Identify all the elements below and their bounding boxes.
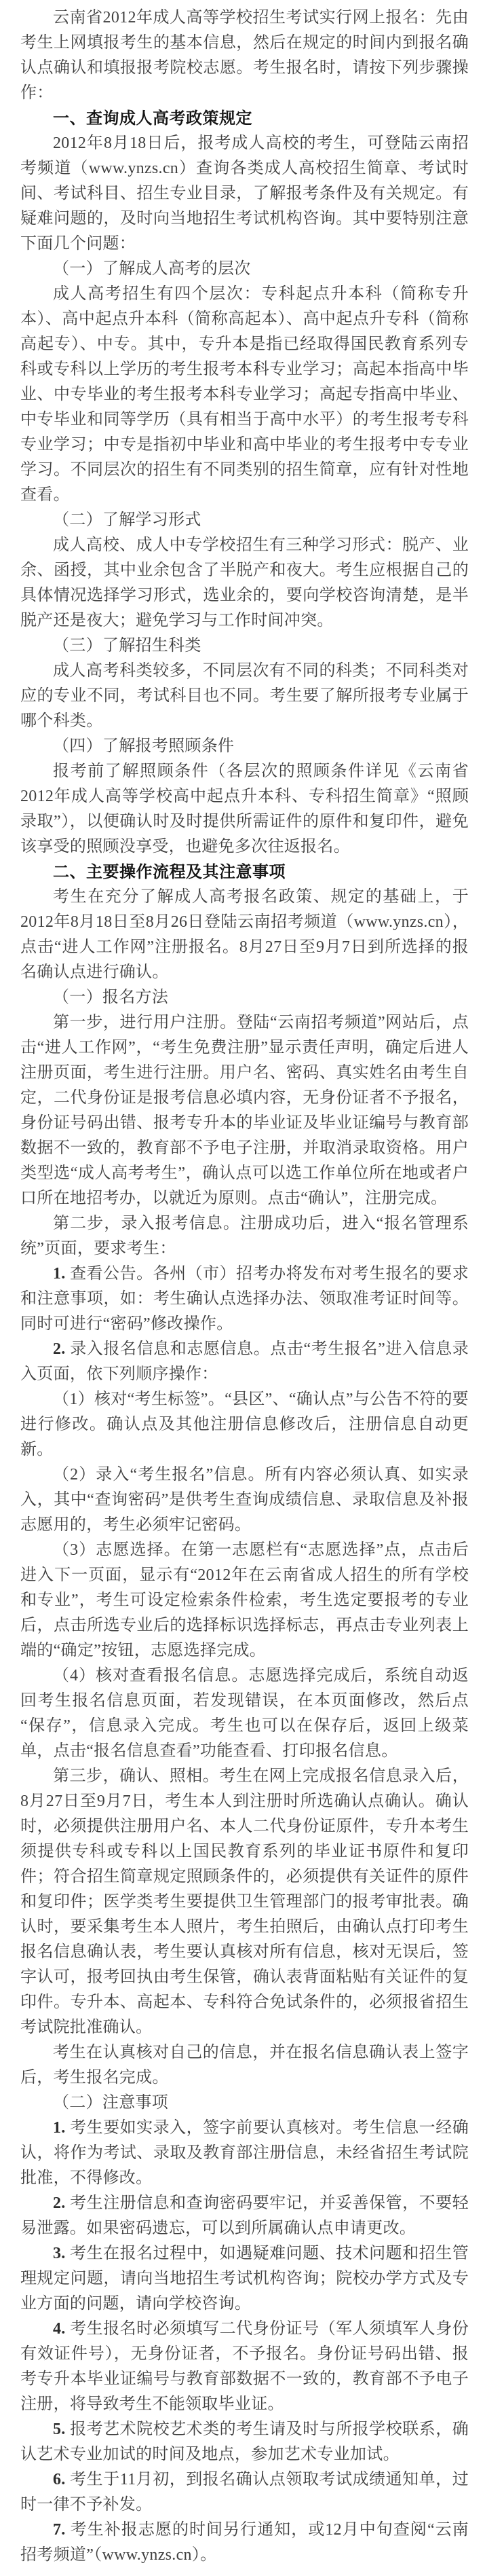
paragraph: 第三步，确认、照相。考生在网上完成报名信息录入后，8月27日至9月7日，考生本人到注册时所选确认点确认。确认时，必须提供注册用户名、本人二代身份证原件，专升本考生须提供专科或专科以上国民教育系列的毕业证书原件和复印件；符合招生简章规定照顾条件的，必须提供有关证件的原件和复印件；医学类考生要提供卫生管理部门的报考审批表。确认时，要采集考生本人照片，考生拍照后，由确认点打印考生报名信息确认表，考生要认真核对所有信息，核对无误后，签字认可，报考回执由考生保管，确认表背面粘贴有关证件的复印件。专升本、高起本、专科符合免试条件的，必须报省招生考试院批准确认。 <box>20 1767 469 2036</box>
paragraph: 成人高校、成人中专学校招生有三种学习形式：脱产、业余、函授，其中业余包含了半脱产和夜大。考生应根据自己的具体情况选择学习形式，选业余的，要向学校咨询清楚，是半脱产还是夜大；避免学习与工作时间冲突。 <box>20 536 469 629</box>
paragraph: 考生在充分了解成人高考报名政策、规定的基础上，于2012年8月18日至8月26日登陆云南招考频道（www.ynzs.cn），点击“进人工作网”注册报名。8月27日至9月7日到所选择的报名确认点进行确认。 <box>20 888 469 981</box>
paragraph: 考生在认真核对自己的信息，并在报名信息确认表上签字后，考生报名完成。 <box>20 2044 469 2086</box>
paragraph: 成人高考招生有四个层次：专科起点升本科（简称专升本）、高中起点升本科（简称高起本）、高中起点升专科（简称高起专）、中专。其中，专升本是指已经取得国民教育系列专科或专科以上学历的考生报考本科专业学习；高起本指高中毕业、中专毕业的考生报考本科专业学习；高起专指高中毕业、中专毕业和同等学历（具有相当于高中水平）的考生报考专科专业学习；中专是指初中毕业和高中毕业的考生报考中专专业学习。不同层次的招生有不同类别的招生简章，应有针对性地查看。 <box>20 285 469 504</box>
paragraph: （4）核对查看报名信息。志愿选择完成后，系统自动返回考生报名信息页面，若发现错误，在本页面修改，然后点“保存”，信息录入完成。考生也可以在保存后，返回上级菜单，点击“报名信息查看”功能查看、打印报名信息。 <box>20 1667 469 1760</box>
item-number: 2. <box>53 1340 71 1358</box>
document-body <box>20 5 469 2568</box>
paragraph: 第一步，进行用户注册。登陆“云南招考频道”网站后，点击“进人工作网”，“考生免费注册”显示责任声明，确定后进人注册页面，考生进行注册。用户名、密码、真实姓名由考生自定，二代身份证是报考信息必填内容，无身份证者不予报名，身份证号码出错、报考专升本的毕业证及毕业证编号与教育部数据不一致的，教育部不予电子注册，并取消录取资格。用户类型选“成人高考考生”，确认点可以选工作单位所在地或者户口所在地招考办，以就近为原则。点击“确认”，注册完成。 <box>20 1014 469 1207</box>
numbered-item: 3. 考生在报名过程中，如遇疑难问题、技术问题和招生管理规定问题，请向当地招生考试机构咨询；院校办学方式及专业方面的问题，请向学校咨询。 <box>20 2245 469 2313</box>
section-heading: 二、主要操作流程及其注意事项 <box>53 863 286 881</box>
item-number: 6. <box>53 2471 71 2488</box>
paragraph: 第二步，录入报考信息。注册成功后，进入“报名管理系统”页面，要求考生： <box>20 1215 469 1257</box>
item-number: 2. <box>53 2194 71 2212</box>
paragraph: （四）了解报考照顾条件 <box>53 737 235 755</box>
item-number: 7. <box>53 2521 71 2539</box>
paragraph: （三）了解招生科类 <box>53 637 201 655</box>
paragraph: 报考前了解照顾条件（各层次的照顾条件详见《云南省2012年成人高等学校高中起点升本科、专科招生简章》“照顾录取”），以便确认时及时提供所需证件的原件和复印件，避免该享受的照顾没享受，也避免多次往返报名。 <box>20 762 469 855</box>
numbered-item: 2. 考生注册信息和查询密码要牢记，并妥善保管，不要轻易泄露。如果密码遗忘，可以到所属确认点申请更改。 <box>20 2194 469 2237</box>
paragraph: （二）注意事项 <box>53 2094 169 2112</box>
item-number: 3. <box>53 2245 71 2262</box>
numbered-item: 4. 考生报名时必须填写二代身份证号（军人须填军人身份有效证件号），无身份证者，不予报名。身份证号码出错、报考专升本毕业证编号与教育部数据不一致的，教育部不予电子注册，将导致考生不能领取毕业证。 <box>20 2320 469 2413</box>
numbered-item: 5. 报考艺术院校艺术类的考生请及时与所报学校联系，确认艺术专业加试的时间及地点，参加艺术专业加试。 <box>20 2421 469 2463</box>
paragraph: （二）了解学习形式 <box>53 511 201 529</box>
paragraph: （1）核对“考生标签”。“县区”、“确认点”与公告不符的要进行修改。确认点及其他注册信息修改后，注册信息自动更新。 <box>20 1391 469 1458</box>
numbered-item: 1. 考生要如实录入，签字前要认真核对。考生信息一经确认，将作为考试、录取及教育部注册信息，未经省招生考试院批准，不得修改。 <box>20 2119 469 2187</box>
paragraph: （3）志愿选择。在第一志愿栏有“志愿选择”点，点击后进入下一页面，显示有“2012年在云南省成人招生的所有学校和专业”，考生可设定检索条件检索，考生选定要报考的专业后，点击所选专业后的选择标识选择标志，再点击专业列表上端的“确定”按钮，志愿选择完成。 <box>20 1541 469 1659</box>
paragraph: 2012年8月18日后，报考成人高校的考生，可登陆云南招考频道（www.ynzs.cn）查询各类成人高校招生简章、考试时间、考试科目、招生专业目录，了解报考条件及有关规定。有疑难问题的，及时向当地招生考试机构咨询。其中要特别注意下面几个问题： <box>20 134 469 253</box>
item-number: 1. <box>53 2119 71 2137</box>
paragraph: （一）报名方法 <box>53 989 169 1006</box>
paragraph: 成人高考科类较多，不同层次有不同的科类；不同科类对应的专业不同，考试科目也不同。考生要了解所报考专业属于哪个科类。 <box>20 662 469 730</box>
numbered-item: 1. 查看公告。各州（市）招考办将发布对考生报名的要求和注意事项，如：考生确认点选择办法、领取准考证时间等。同时可进行“密码”修改操作。 <box>20 1265 469 1333</box>
paragraph: 云南省2012年成人高等学校招生考试实行网上报名：先由考生上网填报考生的基本信息，然后在规定的时间内到报名确认点确认和填报报考院校志愿。考生报名时，请按下列步骤操作： <box>20 9 469 102</box>
numbered-item: 6. 考生于11月初，到报名确认点领取考试成绩通知单，过时一律不予补发。 <box>20 2471 469 2514</box>
item-number: 5. <box>53 2421 71 2438</box>
section-heading: 一、查询成人高考政策规定 <box>53 109 252 128</box>
numbered-item: 7. 考生补报志愿的时间另行通知，或12月中旬查阅“云南招考频道”（www.ynzs.cn）。 <box>20 2521 469 2564</box>
numbered-item: 2. 录入报名信息和志愿信息。点击“考生报名”进入信息录入页面，依下列顺序操作： <box>20 1340 469 1383</box>
item-number: 4. <box>53 2320 71 2338</box>
item-number: 1. <box>53 1265 71 1283</box>
paragraph: （一）了解成人高考的层次 <box>53 260 251 278</box>
paragraph: （2）录入“考生报名”信息。所有内容必须认真、如实录入，其中“查询密码”是供考生查询成绩信息、录取信息及补报志愿用的，考生必须牢记密码。 <box>20 1466 469 1534</box>
